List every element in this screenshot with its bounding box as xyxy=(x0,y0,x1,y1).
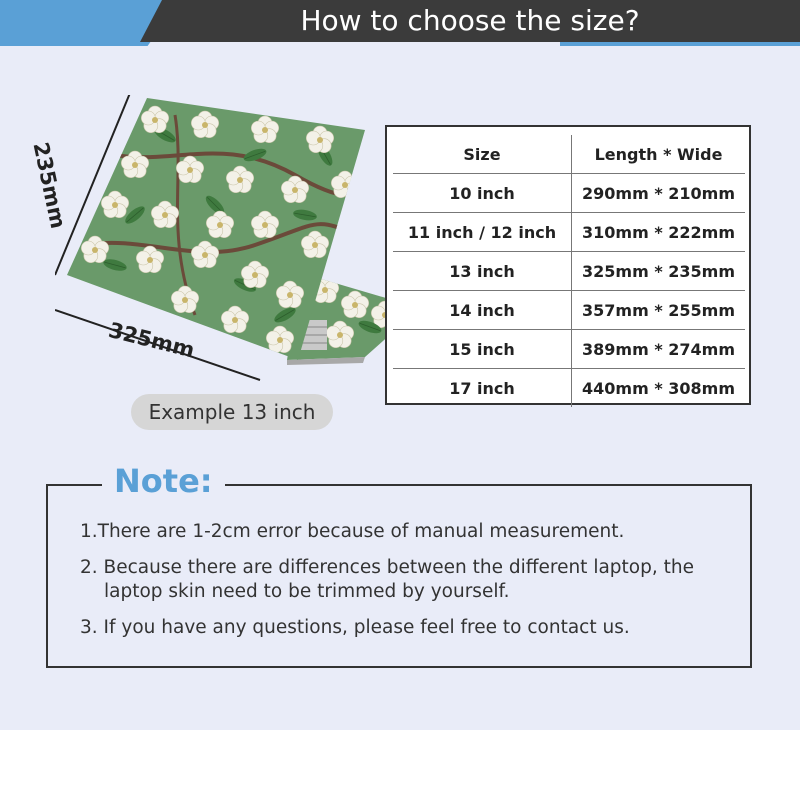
size-cell: 14 inch xyxy=(393,291,572,330)
table-row xyxy=(393,174,745,213)
note-item-continuation: laptop skin need to be trimmed by yourself. xyxy=(104,581,510,602)
size-cell: 11 inch / 12 inch xyxy=(393,213,572,252)
table-row xyxy=(393,369,745,408)
note-item-text: 1.There are 1-2cm error because of manual measurement. xyxy=(80,521,625,542)
table-header-row xyxy=(393,135,745,174)
note-item-text: 2. Because there are differences between the different laptop, the xyxy=(80,557,694,578)
height-label: 235mm xyxy=(28,140,71,231)
note-title: Note: xyxy=(102,462,225,500)
example-badge: Example 13 inch xyxy=(131,394,333,430)
dimension-cell: 325mm * 235mm xyxy=(572,252,746,291)
dimension-cell: 310mm * 222mm xyxy=(572,213,746,252)
dimension-cell: 440mm * 308mm xyxy=(582,378,735,398)
note-list xyxy=(80,520,740,652)
dimension-cell: 357mm * 255mm xyxy=(572,291,746,330)
table-row xyxy=(393,291,745,330)
size-cell: 13 inch xyxy=(393,252,572,291)
size-cell: 15 inch xyxy=(393,330,572,369)
dimension-cell: 290mm * 210mm xyxy=(572,174,746,213)
table-row xyxy=(393,252,745,291)
note-item xyxy=(80,520,740,544)
width-label: 325mm xyxy=(106,318,198,363)
size-cell: 17 inch xyxy=(393,369,572,408)
size-cell: 10 inch xyxy=(393,174,572,213)
dimension-column-header: Length * Wide xyxy=(572,135,746,174)
note-item xyxy=(80,616,740,640)
note-item-text: 3. If you have any questions, please feel free to contact us. xyxy=(80,617,630,638)
bottom-panel xyxy=(0,730,800,800)
size-column-header: Size xyxy=(393,135,572,174)
page-title: How to choose the size? xyxy=(300,4,640,37)
note-item xyxy=(80,556,740,604)
dimension-cell: 389mm * 274mm xyxy=(572,330,746,369)
table-row xyxy=(393,330,745,369)
table-row xyxy=(393,213,745,252)
size-table xyxy=(385,125,751,405)
